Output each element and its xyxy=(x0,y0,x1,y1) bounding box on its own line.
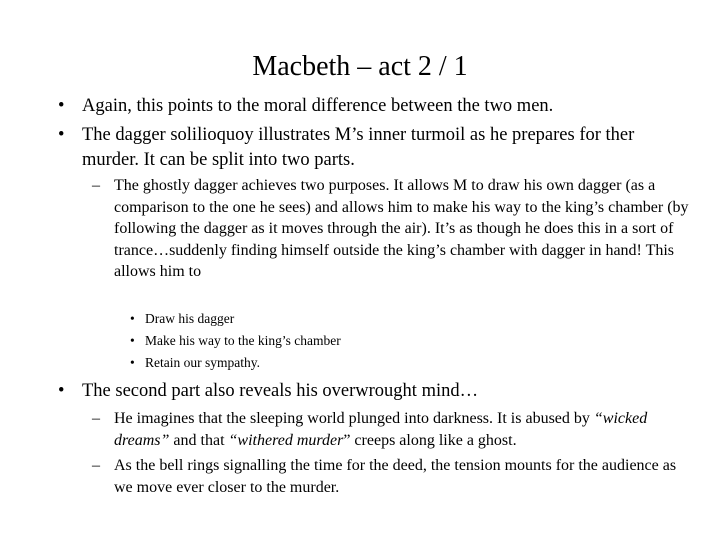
dash-marker: – xyxy=(92,177,100,194)
bullet-marker: • xyxy=(130,333,135,348)
sub-point-text-end: ” creeps along like a ghost. xyxy=(343,431,517,449)
dash-marker: – xyxy=(92,410,100,427)
dash-marker: – xyxy=(92,457,100,474)
purpose-item xyxy=(130,308,665,330)
purpose-text: Draw his dagger xyxy=(145,311,235,326)
sub-point-text-middle: and that xyxy=(169,431,229,449)
sub-point-ghostly-dagger xyxy=(92,175,694,283)
sub-point-sleeping-world xyxy=(92,408,694,451)
bullet-marker: • xyxy=(58,96,65,116)
bullet-moral-difference xyxy=(58,94,682,119)
purpose-text: Make his way to the king’s chamber xyxy=(145,333,341,348)
bullet-marker: • xyxy=(58,381,65,401)
purpose-text: Retain our sympathy. xyxy=(145,355,260,370)
bullet-text: The second part also reveals his overwrought mind… xyxy=(82,381,479,401)
sub-point-text: The ghostly dagger achieves two purposes. It allows M to draw his own dagger (as a comparison to the one he sees) and allows him to make his way to the king’s chamber (by following the dagger as it moves through the air). It’s as though he does this in a sort of trance…suddenly finding himself outside the king’s chamber with dagger in hand! This allows him to xyxy=(114,177,689,280)
sub-point-text: As the bell rings signalling the time for the deed, the tension mounts for the audience as we move ever closer to the murder. xyxy=(114,457,677,496)
purpose-item xyxy=(130,330,665,352)
quote-withered-murder: “withered murder xyxy=(228,431,344,449)
bullet-marker: • xyxy=(58,125,65,145)
bullet-text: Again, this points to the moral difference between the two men. xyxy=(82,96,554,116)
sub-point-bell-rings xyxy=(92,455,694,498)
purpose-item xyxy=(130,352,665,374)
sub-point-text-start: He imagines that the sleeping world plunged into darkness. It is abused by xyxy=(114,410,594,427)
bullet-text: The dagger solilioquoy illustrates M’s inner turmoil as he prepares for ther murder. It can be split into two parts. xyxy=(82,125,635,170)
quote-wicked-dreams: “wicked dreams” xyxy=(114,410,648,449)
bullet-second-part xyxy=(58,379,682,404)
bullet-marker: • xyxy=(130,355,135,370)
page-title: Macbeth – act 2 / 1 xyxy=(252,51,468,82)
bullet-dagger-soliloquy xyxy=(58,123,682,173)
bullet-marker: • xyxy=(130,311,135,326)
